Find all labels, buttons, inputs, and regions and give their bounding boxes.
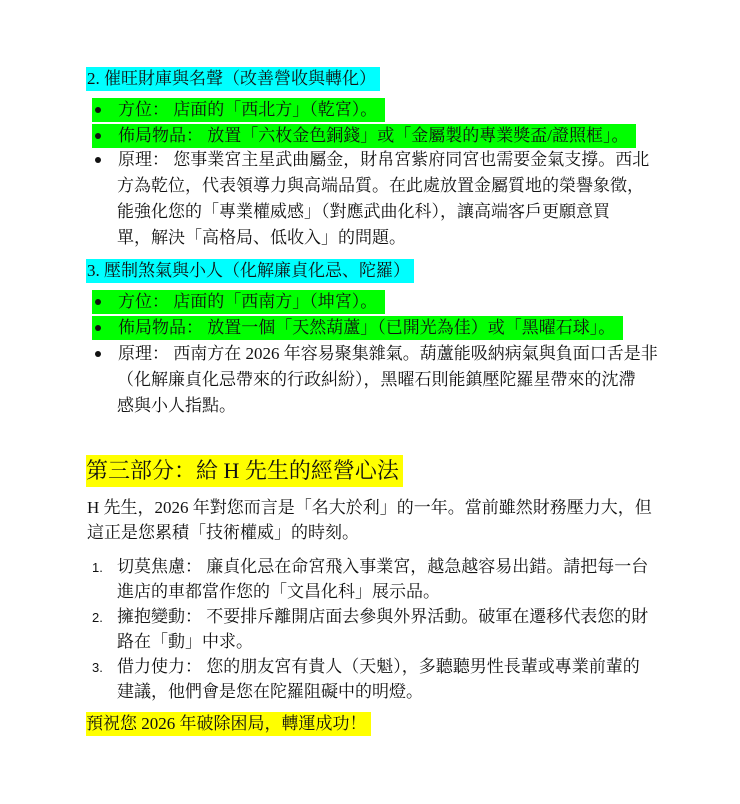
bullet-principle bbox=[92, 147, 649, 173]
bullet-items bbox=[92, 124, 636, 148]
section-3-heading: 3. 壓制煞氣與小人（化解廉貞化忌、陀羅） bbox=[86, 259, 414, 283]
bullet-text: 佈局物品： 放置一個「天然葫蘆」（已開光為佳）或「黑曜石球」。 bbox=[118, 318, 616, 337]
bullet-text-cont: 感與小人指點。 bbox=[117, 396, 236, 415]
bullet-text-cont: （化解廉貞化忌帶來的行政糾紛），黑曜石則能鎮壓陀羅星帶來的沈滯 bbox=[117, 370, 636, 389]
bullet-direction bbox=[92, 98, 385, 122]
list-number: 3. bbox=[92, 660, 103, 675]
bullet-icon bbox=[95, 107, 101, 113]
bullet-icon bbox=[95, 299, 101, 305]
bullet-items bbox=[92, 316, 623, 340]
bullet-text: 方位： 店面的「西北方」（乾宮）。 bbox=[118, 100, 378, 119]
section-2-heading: 2. 催旺財庫與名聲（改善營收與轉化） bbox=[86, 67, 380, 91]
bullet-text: 佈局物品： 放置「六枚金色銅錢」或「金屬製的專業獎盃/證照框」。 bbox=[118, 126, 629, 145]
bullet-icon bbox=[95, 351, 101, 357]
bullet-icon bbox=[95, 157, 101, 163]
list-text: 切莫焦慮： 廉貞化忌在命宮飛入事業宮，越急越容易出錯。請把每一台 bbox=[117, 557, 649, 576]
bullet-text-cont: 能強化您的「專業權威感」（對應武曲化科），讓高端客戶更願意買 bbox=[117, 202, 610, 221]
part-3-heading: 第三部分：給 H 先生的經營心法 bbox=[86, 455, 403, 487]
list-item bbox=[92, 604, 648, 630]
list-text: 擁抱變動： 不要排斥離開店面去參與外界活動。破軍在遷移代表您的財 bbox=[117, 607, 649, 626]
closing-line: 預祝您 2026 年破除困局，轉運成功！ bbox=[86, 712, 371, 736]
intro-line: H 先生，2026 年對您而言是「名大於利」的一年。當前雖然財務壓力大，但 bbox=[87, 498, 652, 517]
intro-line: 這正是您累積「技術權威」的時刻。 bbox=[87, 523, 359, 542]
list-number: 2. bbox=[92, 610, 103, 625]
bullet-text-cont: 單，解決「高格局、低收入」的問題。 bbox=[117, 228, 406, 247]
list-number: 1. bbox=[92, 560, 103, 575]
bullet-text: 原理： 西南方在 2026 年容易聚集雜氣。葫蘆能吸納病氣與負面口舌是非 bbox=[118, 344, 658, 363]
list-item bbox=[92, 654, 640, 680]
bullet-icon bbox=[95, 133, 101, 139]
bullet-icon bbox=[95, 325, 101, 331]
list-text-cont: 建議，他們會是您在陀羅阻礙中的明燈。 bbox=[117, 682, 423, 701]
list-item bbox=[92, 554, 648, 580]
list-text: 借力使力： 您的朋友宮有貴人（天魁），多聽聽男性長輩或專業前輩的 bbox=[117, 657, 640, 676]
bullet-direction bbox=[92, 290, 385, 314]
bullet-text: 原理： 您事業宮主星武曲屬金，財帛宮紫府同宮也需要金氣支撐。西北 bbox=[118, 150, 650, 169]
bullet-text-cont: 方為乾位，代表領導力與高端品質。在此處放置金屬質地的榮譽象徵， bbox=[117, 176, 644, 195]
bullet-text: 方位： 店面的「西南方」（坤宮）。 bbox=[118, 292, 378, 311]
list-text-cont: 進店的車都當作您的「文昌化科」展示品。 bbox=[117, 582, 440, 601]
bullet-principle bbox=[92, 341, 658, 367]
list-text-cont: 路在「動」中求。 bbox=[117, 632, 253, 651]
